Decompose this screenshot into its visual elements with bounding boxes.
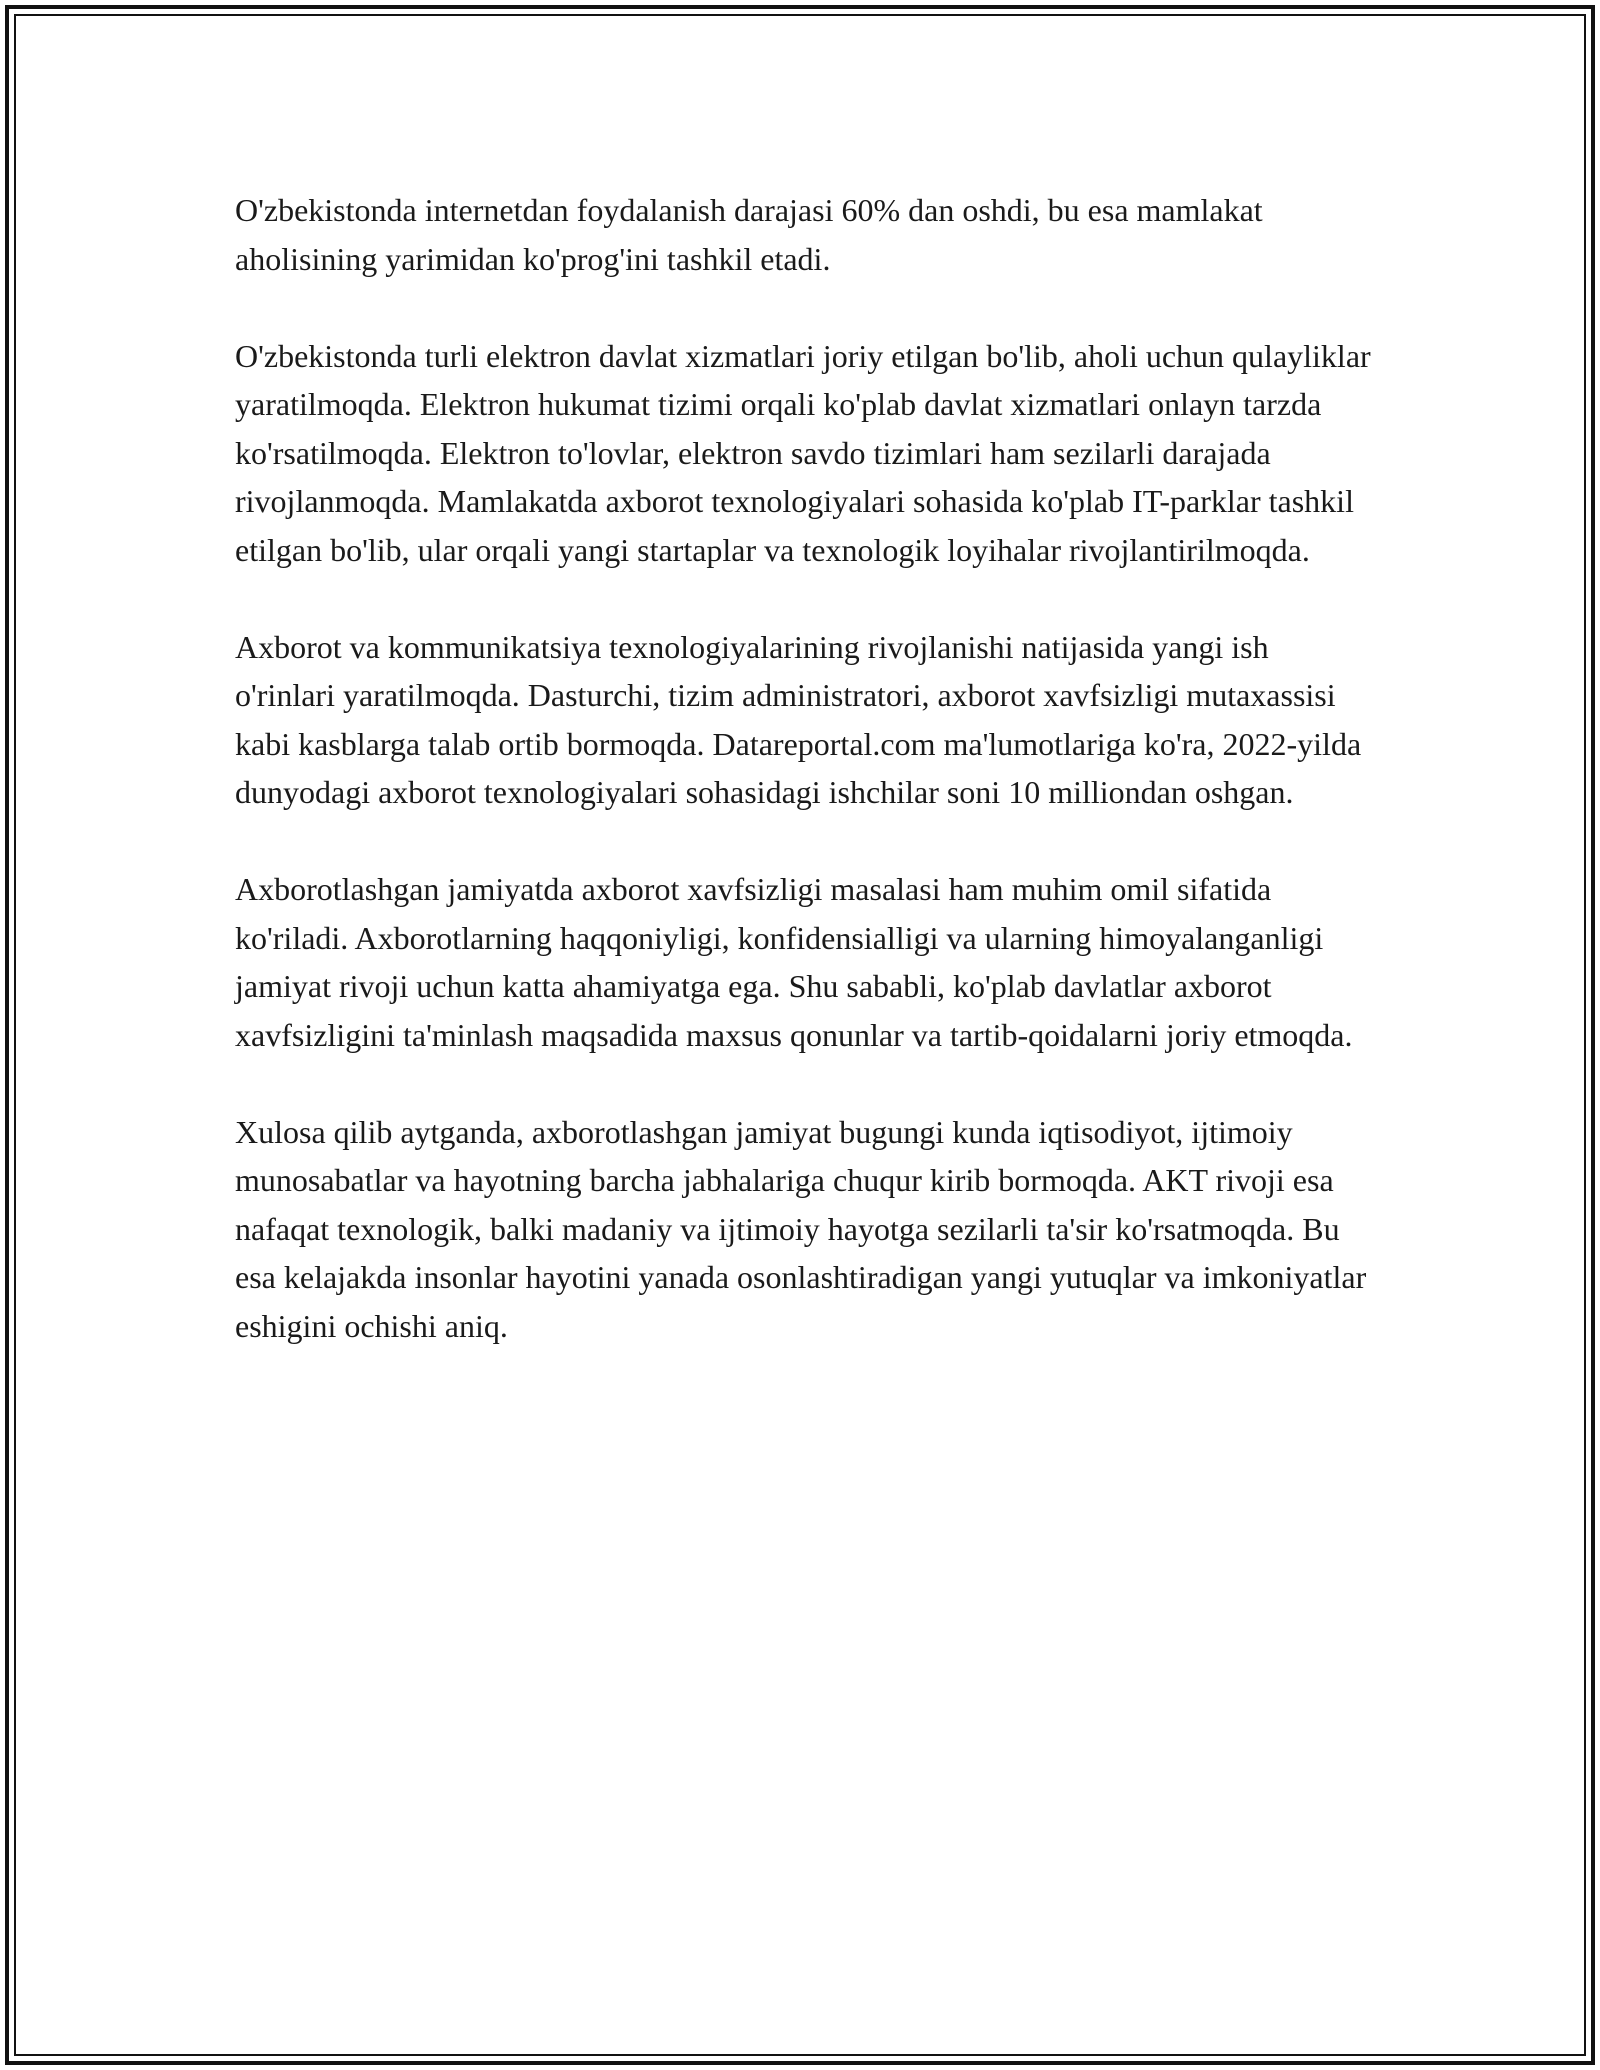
paragraph-conclusion: Xulosa qilib aytganda, axborotlashgan jamiyat bugungi kunda iqtisodiyot, ijtimoiy munosabatlar va hayotning barcha jabhalariga chuqur kirib bormoqda. AKT rivoji esa nafaqat texnologik, balki madaniy va ijtimoiy hayotga sezilarli ta'sir ko'rsatmoqda. Bu esa kelajakda insonlar hayotini yanada osonlashtiradigan yangi yutuqlar va imkoniyatlar eshigini ochishi aniq. <box>235 1113 1367 1344</box>
paragraph-internet-usage: O'zbekistonda internetdan foydalanish darajasi 60% dan oshdi, bu esa mamlakat aholisining yarimidan ko'prog'ini tashkil etadi. <box>235 192 1263 277</box>
paragraph-information-security: Axborotlashgan jamiyatda axborot xavfsizligi masalasi ham muhim omil sifatida ko'riladi. Axborotlarning haqqoniyligi, konfidensialligi va ularning himoyalanganligi jamiyat rivoji uchun katta ahamiyatga ega. Shu sababli, ko'plab davlatlar axborot xavfsizligini ta'minlash maqsadida maxsus qonunlar va tartib-qoidalarni joriy etmoqda. <box>235 871 1353 1053</box>
document-body <box>235 186 1375 1399</box>
paragraph-ict-jobs: Axborot va kommunikatsiya texnologiyalarining rivojlanishi natijasida yangi ish o'rinlari yaratilmoqda. Dasturchi, tizim administratori, axborot xavfsizligi mutaxassisi kabi kasblarga talab ortib bormoqda. Datareportal.com ma'lumotlariga ko'ra, 2022-yilda dunyodagi axborot texnologiyalari sohasidagi ishchilar soni 10 milliondan oshgan. <box>235 628 1362 810</box>
paragraph-e-government: O'zbekistonda turli elektron davlat xizmatlari joriy etilgan bo'lib, aholi uchun qulayliklar yaratilmoqda. Elektron hukumat tizimi orqali ko'plab davlat xizmatlari onlayn tarzda ko'rsatilmoqda. Elektron to'lovlar, elektron savdo tizimlari ham sezilarli darajada rivojlanmoqda. Mamlakatda axborot texnologiyalari sohasida ko'plab IT-parklar tashkil etilgan bo'lib, ular orqali yangi startaplar va texnologik loyihalar rivojlantirilmoqda. <box>235 337 1371 568</box>
